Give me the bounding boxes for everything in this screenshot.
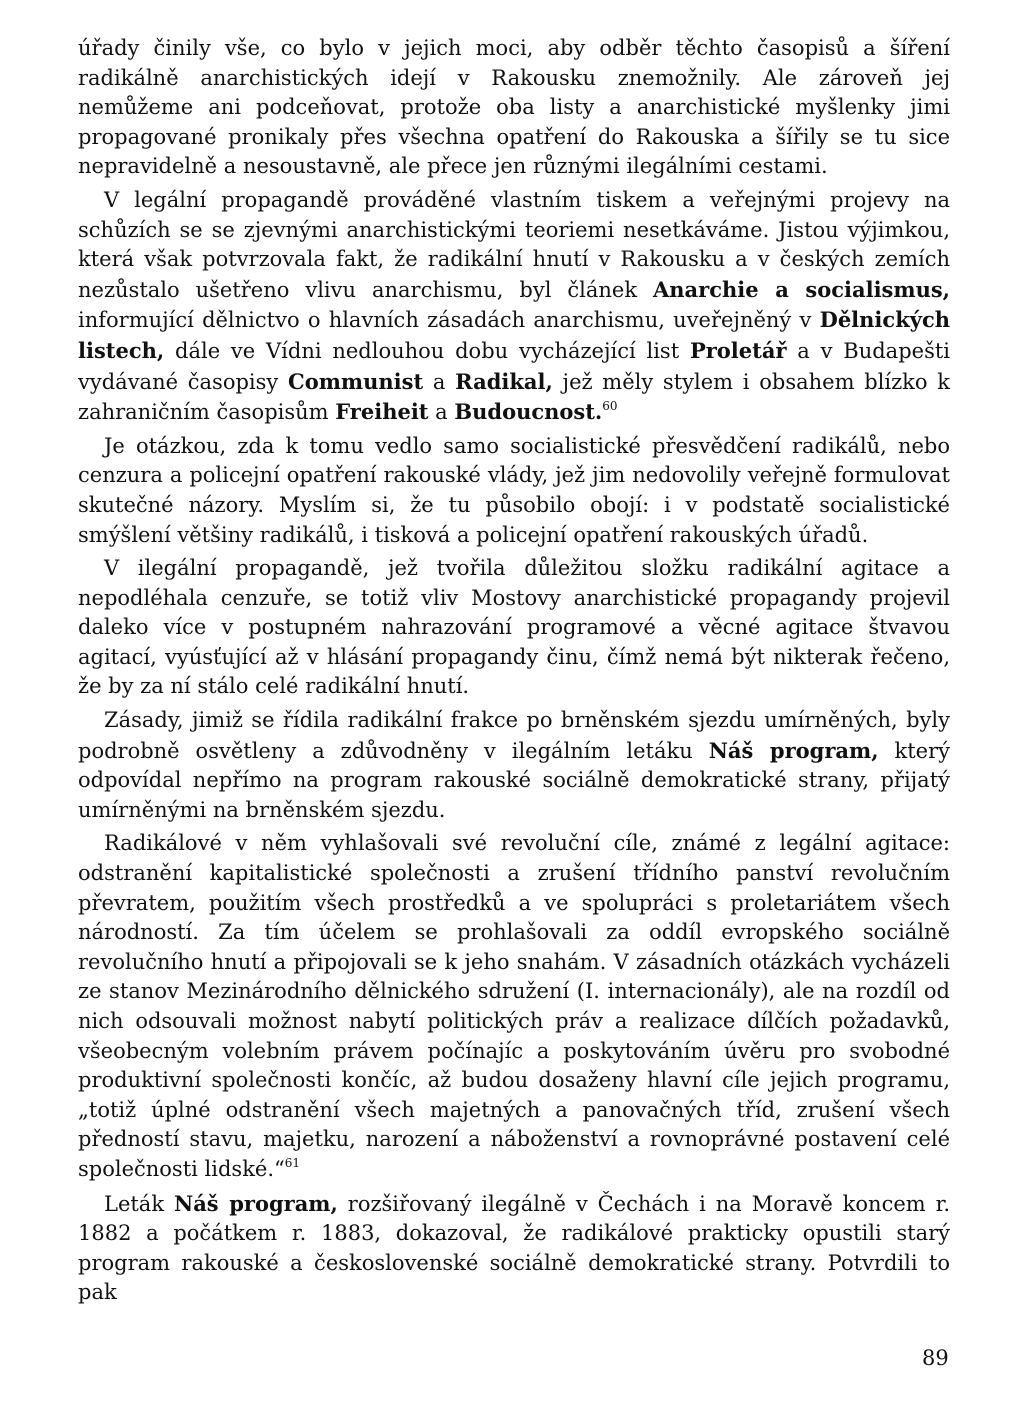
text-run: Zásady, jimiž se řídila radikální frakce po brněnském sjezdu umírněných, byly podrobně osvětleny a zdůvodněny v ilegálním letáku: [78, 708, 950, 763]
paragraph: [78, 186, 950, 428]
bold-title: Náš program,: [174, 1190, 338, 1216]
page-body: [78, 34, 950, 1312]
text-run: který odpovídal nepřímo na program rakouské sociálně demokratické strany, přijatý umírněnými na brněnském sjezdu.: [78, 738, 951, 822]
footnote-ref: 61: [284, 1155, 301, 1170]
paragraph: [78, 432, 950, 550]
text-run: V legální propagandě prováděné vlastním tiskem a veřejnými projevy na schůzích se se zjevnými anarchistickými teoriemi nesetkáváme. Jistou výjimkou, která však potvrzovala fakt, že radikální hnutí v Rakousku a v českých zemích nezůstalo ušetřeno vlivu anarchismu, byl článek: [78, 187, 950, 302]
bold-title: Anarchie a socialismus,: [653, 276, 950, 302]
text-run: V ilegální propagandě, jež tvořila důležitou složku radikální agitace a nepodléhala cenzuře, se totiž vliv Mostovy anarchistické propagandy projevil daleko více v postupném nahrazování programové a věcné agitace štvavou agitací, vyúsťující až v hlásání propagandy činu, čímž nemá být nikterak řečeno, že by za ní stálo celé radikální hnutí.: [78, 556, 950, 699]
paragraph: [78, 706, 950, 825]
bold-title: Dělnických listech,: [78, 307, 950, 363]
bold-title: Communist: [287, 368, 424, 394]
text-run: rozšiřovaný ilegálně v Čechách i na Moravě koncem r. 1882 a počátkem r. 1883, dokazoval, že radikálové prakticky opustili starý program rakouské a československé sociálně demokratické strany. Potvrdili to pak: [78, 1191, 951, 1305]
text-run: Radikálové v něm vyhlašovali své revoluční cíle, známé z legální agitace: odstranění kapitalistické společnosti a zrušení třídního panství revolučním převratem, použitím všech prostředků a ve spolupráci s proletariátem všech národností. Za tím účelem se prohlašovali za oddíl evropského sociálně revolučního hnutí a připojovali se k jeho snahám. V zásadních otázkách vycházeli ze stanov Mezinárodního dělnického sdružení (I. internacionály), ale na rozdíl od nich odsouvali možnost nabytí politických práv a realizace dílčích požadavků, všeobecným volebním právem počínajíc a poskytováním úvěru pro svobodné produktivní společnosti končíc, až budou dosaženy hlavní cíle jejich programu, „totiž úplné odstranění všech majetných a panovačných tříd, zrušení všech předností stavu, majetku, narození a náboženství a rovnoprávné postavení celé společnosti lidské.“: [78, 831, 950, 1181]
text-run: informující dělnictvo o hlavních zásadách anarchismu, uveřejněný v: [78, 308, 820, 333]
bold-title: Budoucnost.: [454, 399, 603, 425]
bold-title: Náš program,: [708, 737, 879, 763]
text-run: a v Budapešti vydávané časopisy: [78, 338, 950, 394]
text-run: úřady činily vše, co bylo v jejich moci, aby odběr těchto časopisů a šíření radikálně anarchistických idejí v Rakousku znemožnily. Ale zároveň jej nemůžeme ani podceňovat, protože oba listy a anarchistické myšlenky jimi propagované pronikaly přes všechna opatření do Rakouska a šířily se tu sice nepravidelně a nesoustavně, ale přece jen různými ilegálními cestami.: [78, 36, 950, 179]
footnote-ref: 60: [602, 399, 618, 414]
text-run: dále ve Vídni nedlouhou dobu vycházející list: [164, 338, 690, 363]
text-run: Leták: [104, 1191, 174, 1216]
paragraph: [78, 554, 950, 702]
bold-title: Freiheit: [335, 399, 429, 425]
bold-title: Proletář: [689, 337, 787, 363]
text-run: a: [423, 369, 456, 394]
paragraph: [78, 34, 950, 182]
page-number: 89: [922, 1346, 949, 1370]
paragraph: [78, 829, 950, 1184]
text-run: jež měly stylem i obsahem blízko k zahraničním časopisům: [78, 369, 950, 425]
text-run: Je otázkou, zda k tomu vedlo samo socialistické přesvědčení radikálů, nebo cenzura a policejní opatření rakouské vlády, jež jim nedovolily veřejně formulovat skutečné názory. Myslím si, že tu působilo obojí: i v podstatě socialistické smýšlení většiny radikálů, i tisková a policejní opatření rakouských úřadů.: [78, 433, 950, 547]
text-run: a: [428, 400, 455, 425]
bold-title: Radikal,: [455, 368, 553, 394]
paragraph: [78, 1189, 950, 1308]
